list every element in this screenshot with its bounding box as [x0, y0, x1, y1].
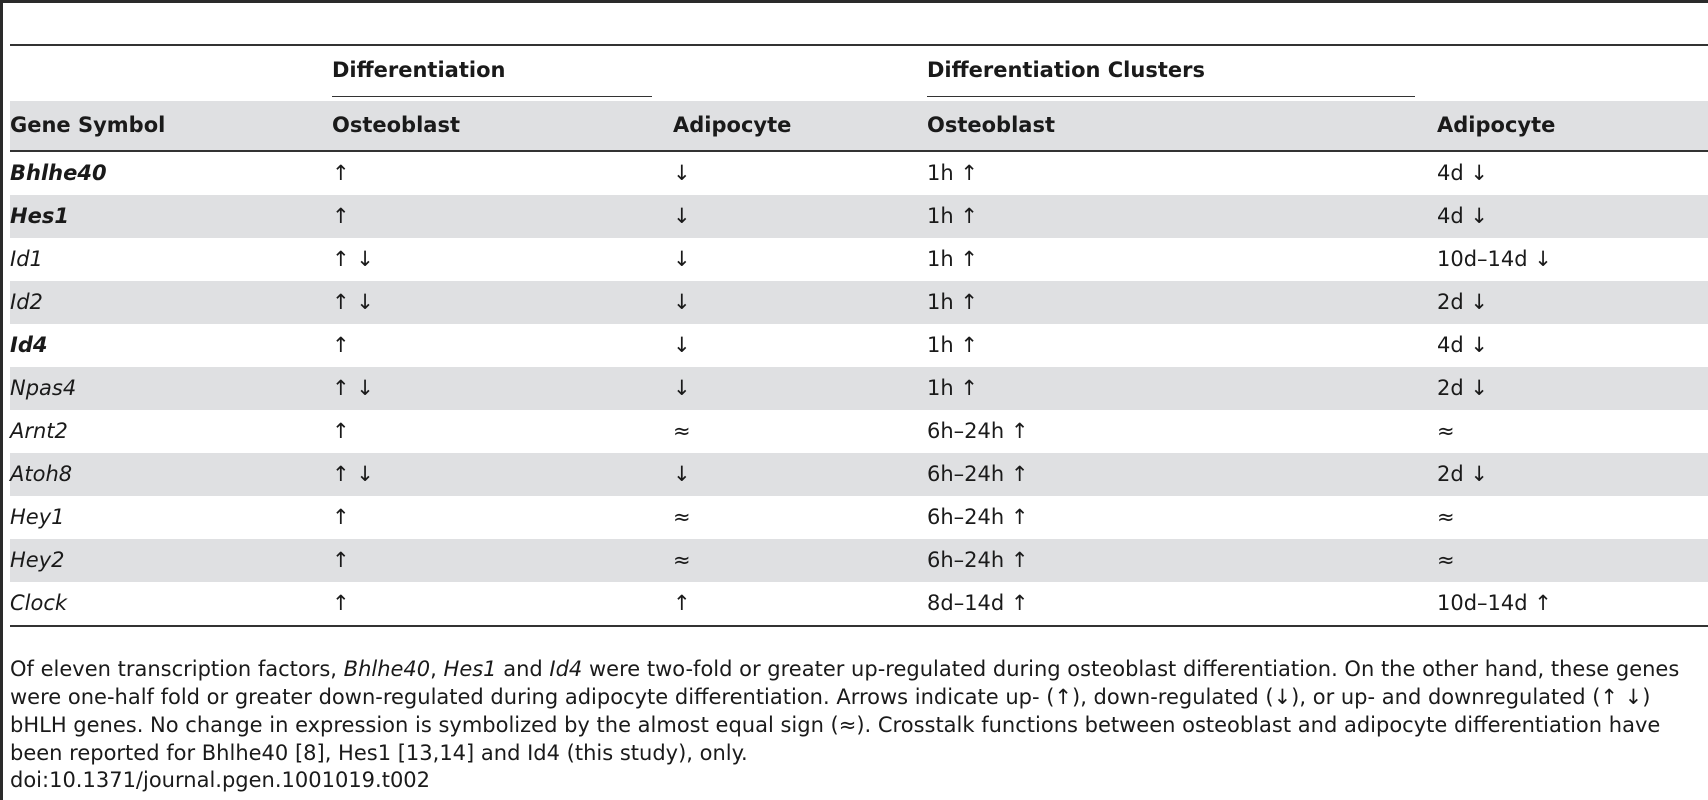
cell-diff-adipocyte: ↓ — [673, 290, 691, 314]
column-header-row — [10, 101, 1708, 150]
cell-gene-symbol: Bhlhe40 — [10, 161, 107, 185]
cell-cluster-adipocyte: ≈ — [1437, 505, 1455, 529]
cell-gene-symbol: Id2 — [10, 290, 43, 314]
footnote-gene-1: Bhlhe40 — [343, 657, 431, 681]
cell-gene-symbol: Id1 — [10, 247, 43, 271]
cell-diff-adipocyte: ≈ — [673, 548, 691, 572]
header-gene-symbol: Gene Symbol — [10, 113, 166, 137]
cell-diff-osteoblast: ↑ ↓ — [332, 462, 374, 486]
table-footnote — [10, 655, 1708, 767]
table-row — [10, 582, 1708, 625]
doi-link[interactable]: doi:10.1371/journal.pgen.1001019.t002 — [10, 768, 431, 792]
table-row — [10, 281, 1708, 324]
cell-gene-symbol: Atoh8 — [10, 462, 73, 486]
cell-diff-adipocyte: ↓ — [673, 462, 691, 486]
cell-cluster-adipocyte: 10d–14d ↓ — [1437, 247, 1552, 271]
cell-cluster-adipocyte: 4d ↓ — [1437, 204, 1488, 228]
cell-diff-osteoblast: ↑ — [332, 505, 350, 529]
footnote-text-1: Of eleven transcription factors, — [10, 657, 344, 681]
table-bottom-rule — [10, 625, 1708, 627]
cell-diff-adipocyte: ↓ — [673, 376, 691, 400]
cell-cluster-adipocyte: 2d ↓ — [1437, 376, 1488, 400]
footnote-gene-2: Hes1 — [443, 657, 497, 681]
footnote-gene-3: Id4 — [549, 657, 583, 681]
cell-gene-symbol: Npas4 — [10, 376, 77, 400]
cell-diff-adipocyte: ≈ — [673, 505, 691, 529]
cell-diff-osteoblast: ↑ — [332, 204, 350, 228]
table-row — [10, 496, 1708, 539]
cell-cluster-osteoblast: 8d–14d ↑ — [927, 591, 1029, 615]
cell-cluster-osteoblast: 1h ↑ — [927, 290, 978, 314]
cell-cluster-osteoblast: 1h ↑ — [927, 161, 978, 185]
table-row — [10, 238, 1708, 281]
cell-gene-symbol: Hes1 — [10, 204, 69, 228]
cell-diff-osteoblast: ↑ ↓ — [332, 290, 374, 314]
group-differentiation: Differentiation — [332, 57, 506, 82]
table-row — [10, 152, 1708, 195]
cell-diff-osteoblast: ↑ — [332, 548, 350, 572]
cell-diff-osteoblast: ↑ — [332, 419, 350, 443]
gene-table — [10, 44, 1708, 627]
cell-cluster-adipocyte: ≈ — [1437, 548, 1455, 572]
group-header-row — [10, 46, 1708, 101]
cell-cluster-osteoblast: 1h ↑ — [927, 247, 978, 271]
cell-diff-osteoblast: ↑ — [332, 333, 350, 357]
cell-gene-symbol: Arnt2 — [10, 419, 68, 443]
header-diff-adipocyte: Adipocyte — [673, 113, 792, 137]
cell-cluster-osteoblast: 6h–24h ↑ — [927, 505, 1029, 529]
cell-diff-adipocyte: ↓ — [673, 333, 691, 357]
cell-diff-adipocyte: ↓ — [673, 204, 691, 228]
footnote-text-2: , — [430, 657, 444, 681]
footnote-text-4: were two-fold or greater up-regulated during osteoblast differentiation. On the other hand, these genes were one-half fold or greater down-regulated during adipocyte differentiation. Arrows indicate up- (↑), down-regulated (↓), or up- and downregulated (↑ ↓) bHLH genes. No change in expression is symbolized by the almost equal sign (≈). Crosstalk functions between osteoblast and adipocyte differentiation have been reported for Bhlhe40 [8], Hes1 [13,14] and Id4 (this study), only. — [10, 657, 1680, 765]
left-border — [0, 0, 3, 800]
cell-diff-adipocyte: ≈ — [673, 419, 691, 443]
cell-cluster-osteoblast: 1h ↑ — [927, 376, 978, 400]
cell-diff-osteoblast: ↑ ↓ — [332, 376, 374, 400]
cell-diff-osteoblast: ↑ ↓ — [332, 247, 374, 271]
cell-gene-symbol: Hey2 — [10, 548, 65, 572]
cell-gene-symbol: Hey1 — [10, 505, 65, 529]
header-diff-osteoblast: Osteoblast — [332, 113, 460, 137]
cell-diff-osteoblast: ↑ — [332, 161, 350, 185]
group-clusters-underline — [927, 96, 1415, 98]
cell-cluster-adipocyte: 10d–14d ↑ — [1437, 591, 1552, 615]
cell-diff-osteoblast: ↑ — [332, 591, 350, 615]
group-differentiation-underline — [332, 96, 652, 98]
footnote-text-3: and — [496, 657, 550, 681]
cell-cluster-osteoblast: 6h–24h ↑ — [927, 548, 1029, 572]
cell-cluster-osteoblast: 6h–24h ↑ — [927, 462, 1029, 486]
cell-cluster-osteoblast: 6h–24h ↑ — [927, 419, 1029, 443]
cell-diff-adipocyte: ↓ — [673, 161, 691, 185]
table-row — [10, 367, 1708, 410]
cell-cluster-adipocyte: 2d ↓ — [1437, 290, 1488, 314]
cell-cluster-osteoblast: 1h ↑ — [927, 204, 978, 228]
header-cluster-adipocyte: Adipocyte — [1437, 113, 1556, 137]
cell-cluster-adipocyte: 2d ↓ — [1437, 462, 1488, 486]
table-body — [10, 152, 1708, 625]
cell-diff-adipocyte: ↓ — [673, 247, 691, 271]
top-border — [0, 0, 1708, 3]
table-row — [10, 453, 1708, 496]
header-cluster-osteoblast: Osteoblast — [927, 113, 1055, 137]
table-row — [10, 324, 1708, 367]
cell-cluster-adipocyte: ≈ — [1437, 419, 1455, 443]
cell-gene-symbol: Clock — [10, 591, 68, 615]
table-row — [10, 539, 1708, 582]
table-row — [10, 410, 1708, 453]
cell-diff-adipocyte: ↑ — [673, 591, 691, 615]
table-row — [10, 195, 1708, 238]
cell-gene-symbol: Id4 — [10, 333, 48, 357]
cell-cluster-adipocyte: 4d ↓ — [1437, 333, 1488, 357]
cell-cluster-osteoblast: 1h ↑ — [927, 333, 978, 357]
group-differentiation-clusters: Differentiation Clusters — [927, 57, 1205, 82]
cell-cluster-adipocyte: 4d ↓ — [1437, 161, 1488, 185]
